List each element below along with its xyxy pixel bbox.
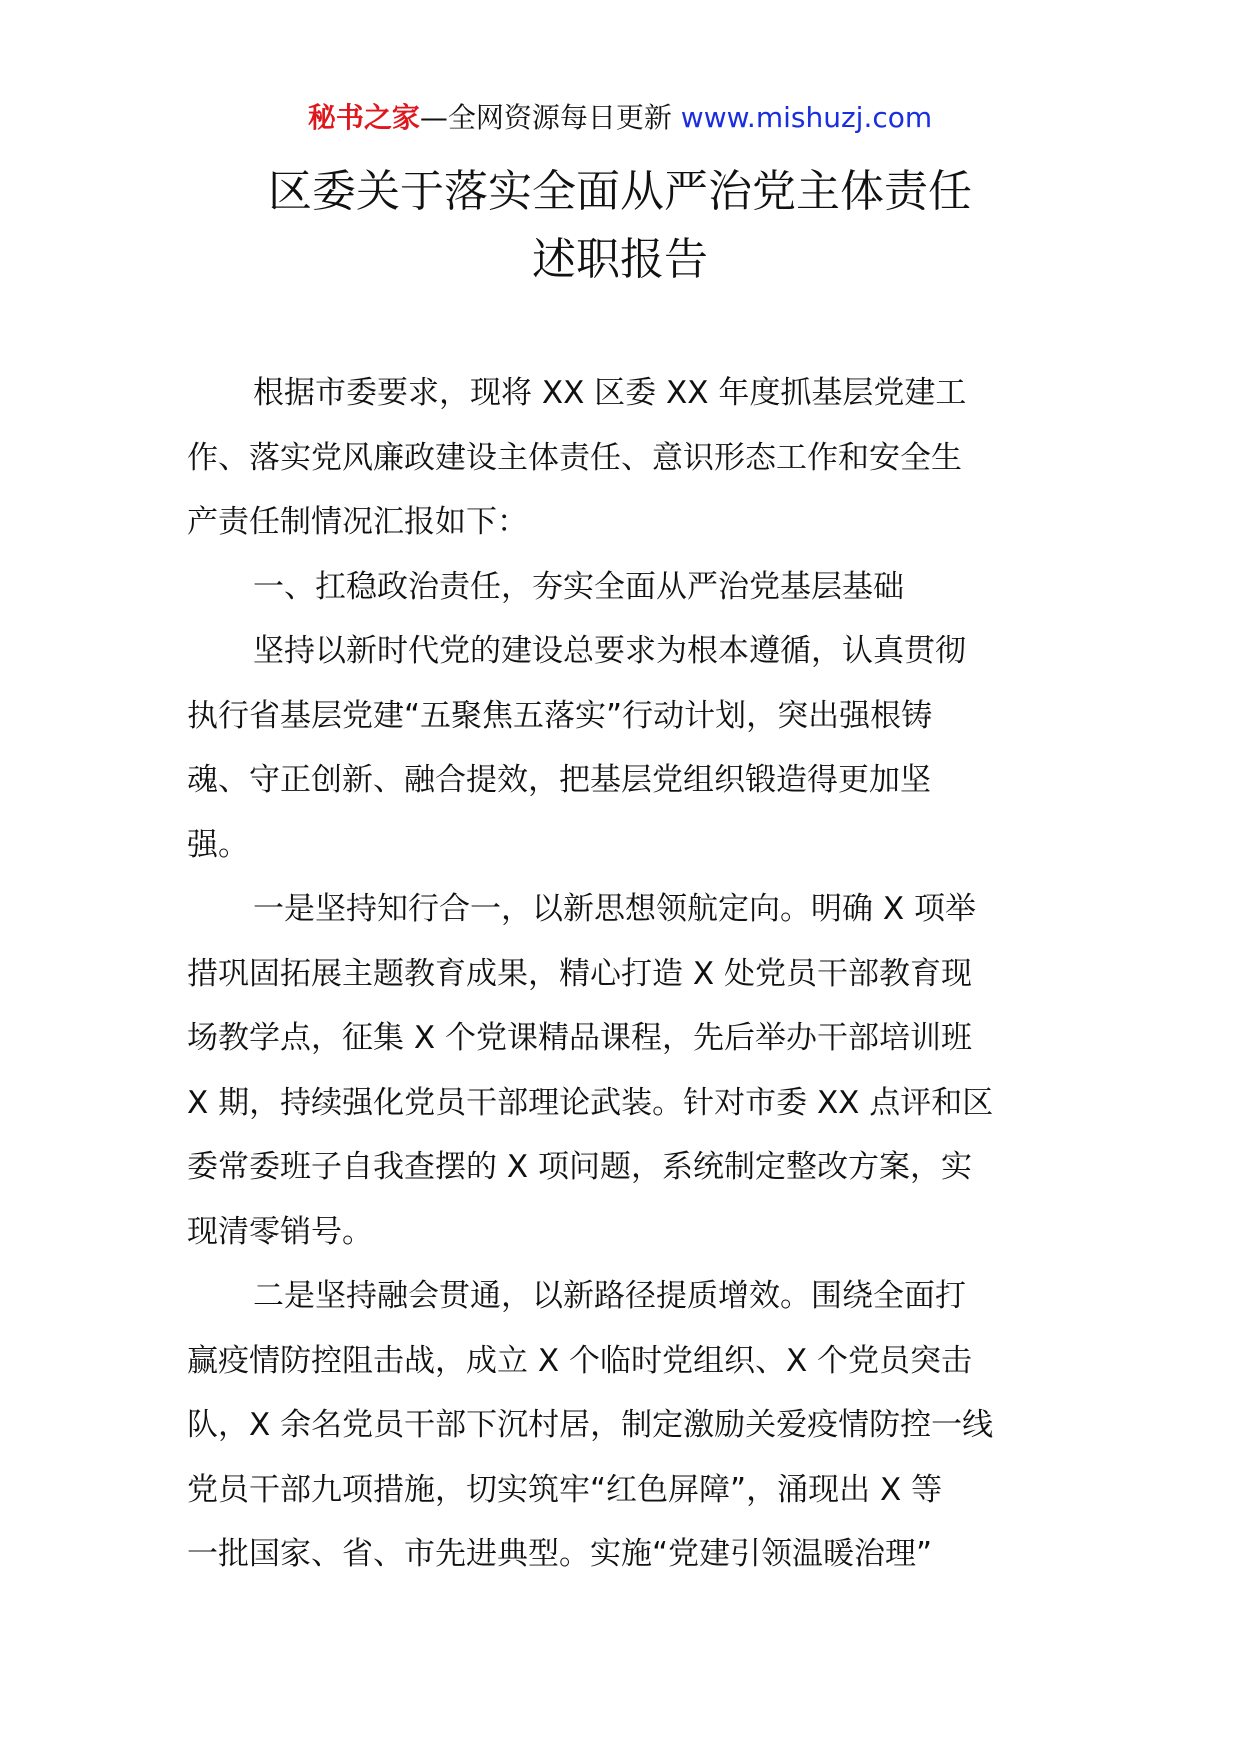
body-line: 坚持以新时代党的建设总要求为根本遵循，认真贯彻 xyxy=(253,633,966,669)
body-line: 强。 xyxy=(187,826,249,863)
body-line: 场教学点，征集 X 个党课精品课程，先后举办干部培训班 xyxy=(187,1020,972,1056)
site-tagline: —全网资源每日更新 xyxy=(419,101,672,134)
document-body xyxy=(187,361,1053,1587)
body-line: 一批国家、省、市先进典型。实施“党建引领温暖治理” xyxy=(187,1536,933,1572)
body-line: 作、落实党风廉政建设主体责任、意识形态工作和安全生 xyxy=(187,439,962,476)
body-line: 队，X 余名党员干部下沉村居，制定激励关爱疫情防控一线 xyxy=(187,1407,994,1443)
body-line: 现清零销号。 xyxy=(187,1213,373,1250)
document-title-line-1: 区委关于落实全面从严治党主体责任 xyxy=(268,166,972,217)
body-line: 赢疫情防控阻击战，成立 X 个临时党组织、X 个党员突击 xyxy=(187,1342,973,1379)
body-line: 措巩固拓展主题教育成果，精心打造 X 处党员干部教育现 xyxy=(187,955,972,992)
section-heading: 一、扛稳政治责任，夯实全面从严治党基层基础 xyxy=(253,568,904,605)
body-line: 委常委班子自我查摆的 X 项问题，系统制定整改方案，实 xyxy=(187,1149,972,1185)
body-line: X 期，持续强化党员干部理论武装。针对市委 XX 点评和区 xyxy=(187,1084,994,1121)
body-line: 执行省基层党建“五聚焦五落实”行动计划，突出强根铸 xyxy=(187,697,933,734)
body-line: 产责任制情况汇报如下： xyxy=(187,504,528,540)
body-line: 党员干部九项措施，切实筑牢“红色屏障”，涌现出 X 等 xyxy=(187,1471,943,1508)
site-url-link[interactable]: www.mishuzj.com xyxy=(680,101,933,134)
body-line: 二是坚持融会贯通，以新路径提质增效。围绕全面打 xyxy=(253,1278,966,1314)
body-line: 根据市委要求，现将 XX 区委 XX 年度抓基层党建工 xyxy=(253,375,967,411)
site-header xyxy=(0,98,1240,138)
site-brand: 秘书之家 xyxy=(307,101,420,134)
body-line: 一是坚持知行合一，以新思想领航定向。明确 X 项举 xyxy=(253,891,976,927)
body-line: 魂、守正创新、融合提效，把基层党组织锻造得更加坚 xyxy=(187,762,931,798)
document-title-line-2: 述职报告 xyxy=(532,234,708,285)
